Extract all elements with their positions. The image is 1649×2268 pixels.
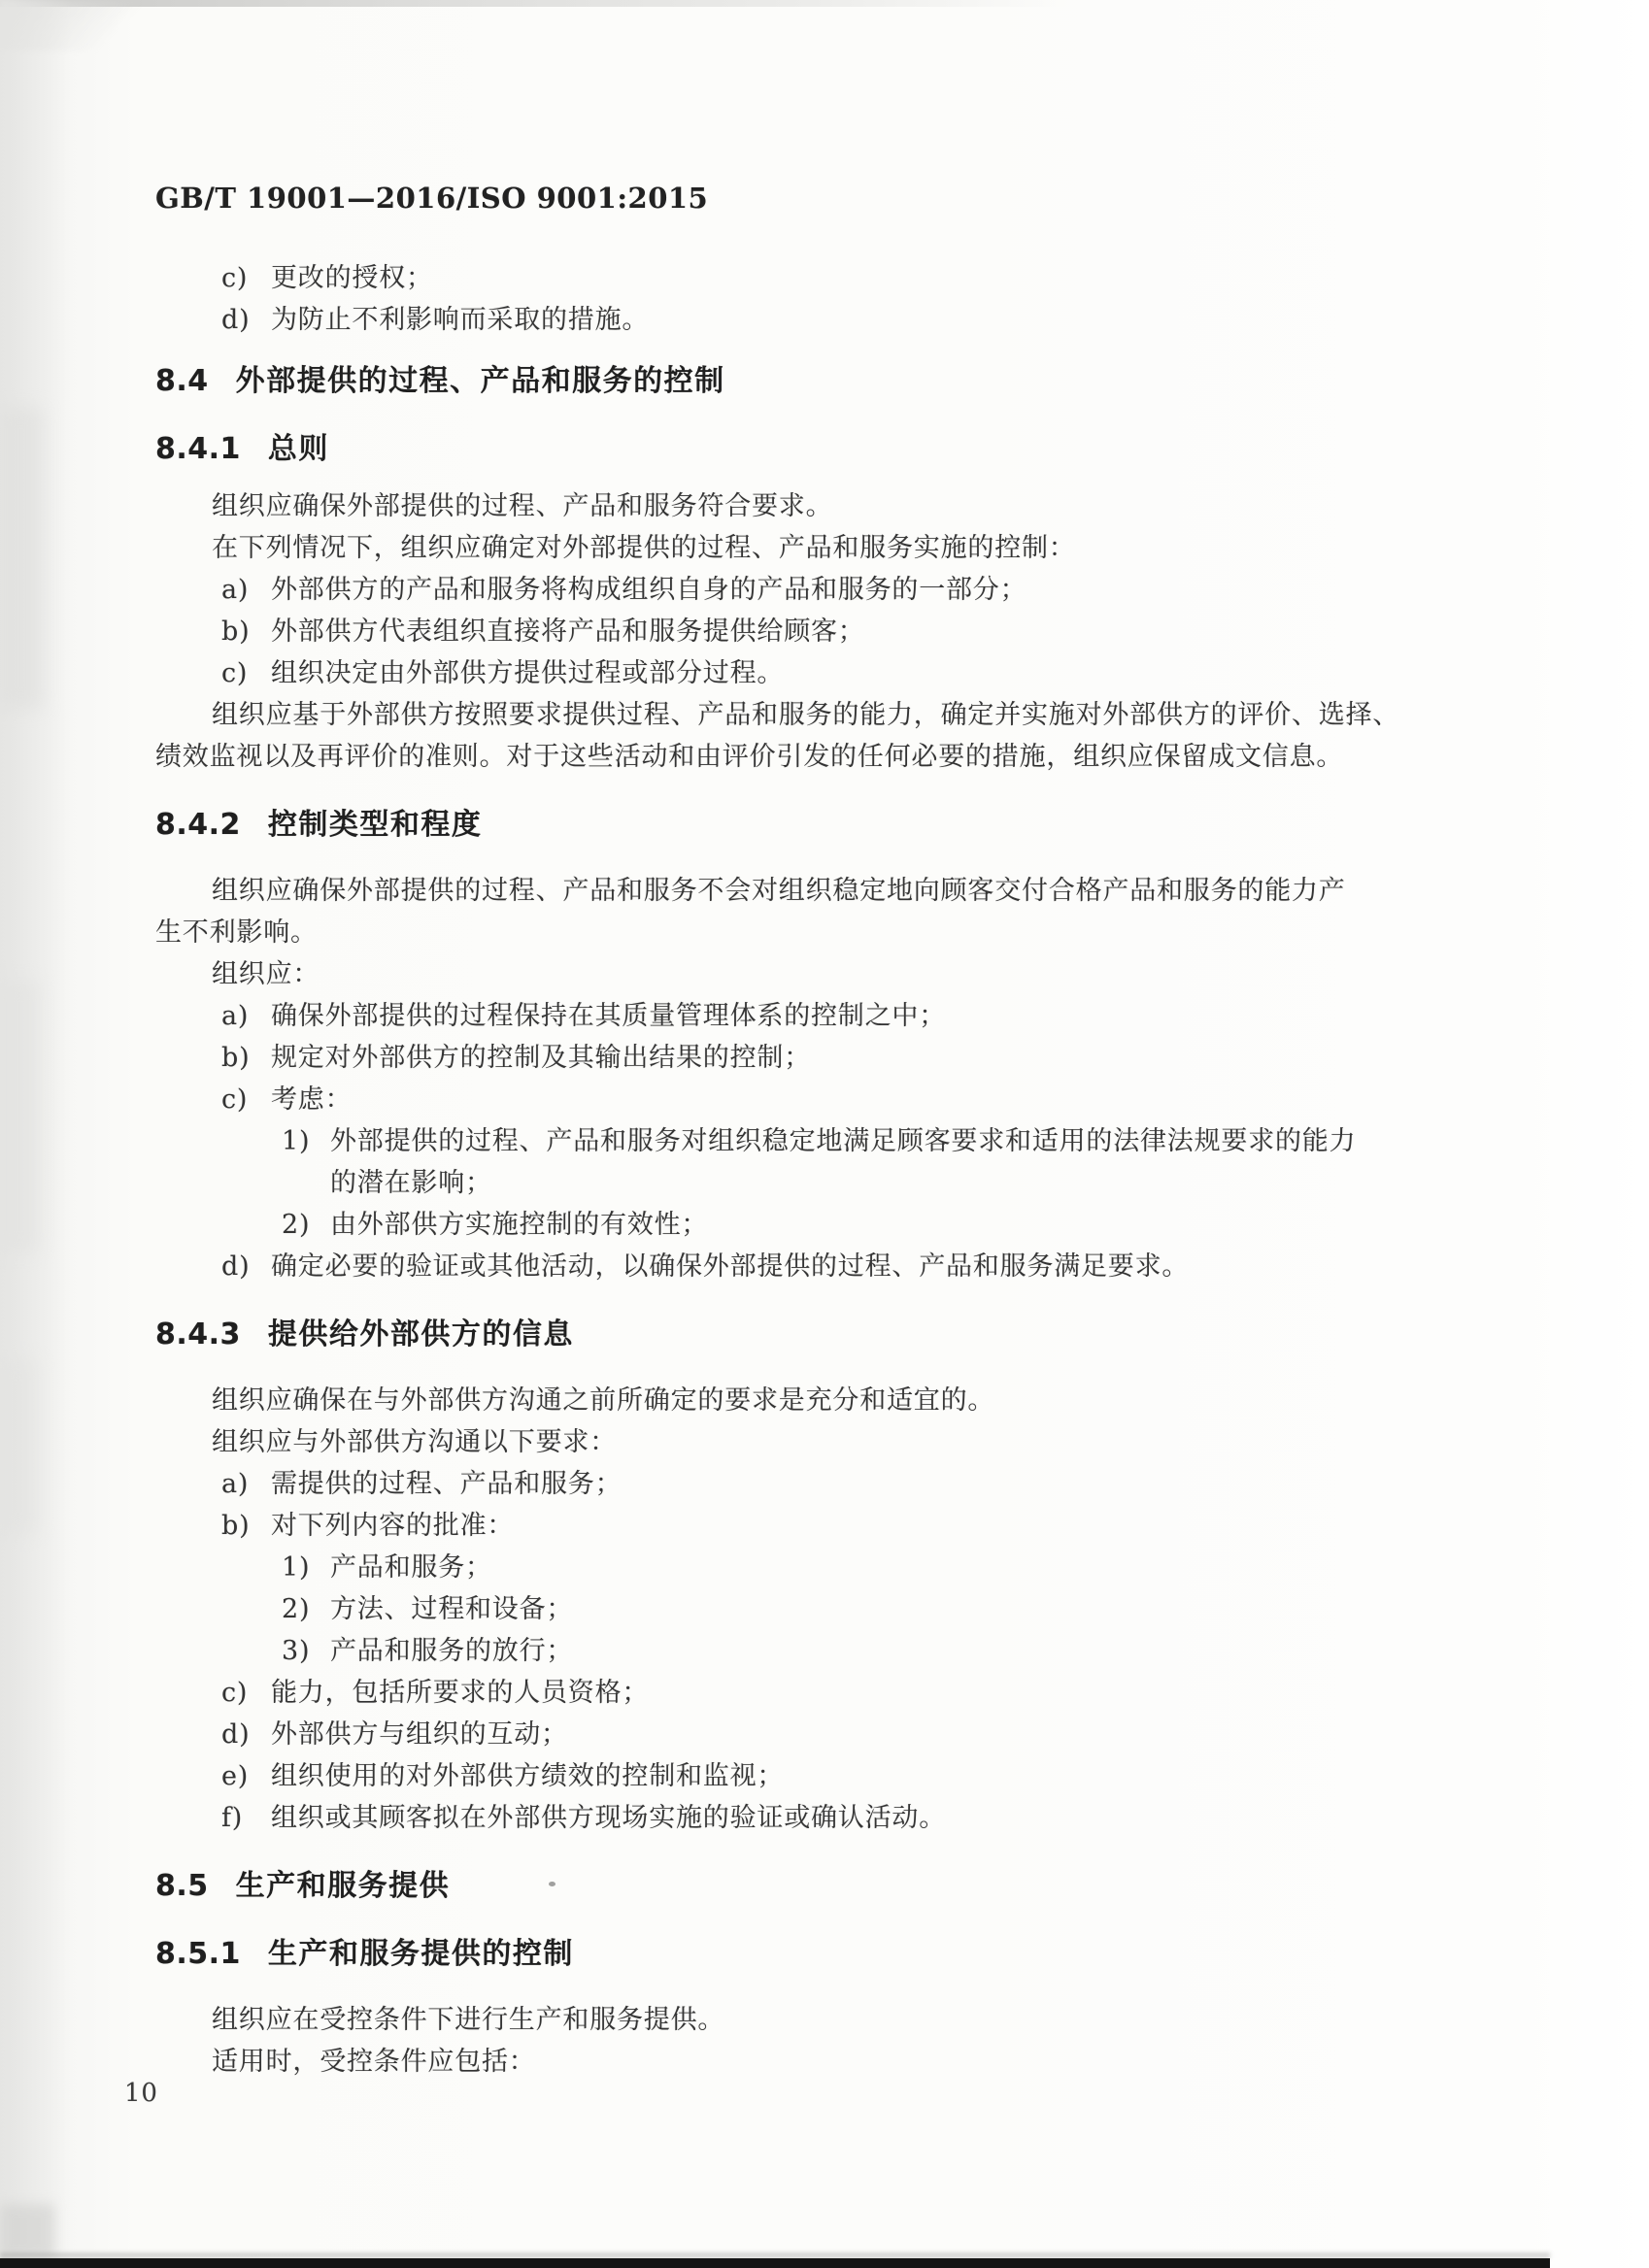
section-heading-8-4-2 xyxy=(155,804,1408,846)
section-number: 8.4 xyxy=(155,364,209,398)
sub-list-item-label: 1) xyxy=(282,1126,311,1156)
sub-list-item-text xyxy=(330,1120,1408,1204)
section-number: 8.4.3 xyxy=(155,1317,241,1351)
section-title: 外部提供的过程、产品和服务的控制 xyxy=(235,364,725,398)
paragraph-line: 组织应在受控条件下进行生产和服务提供。 xyxy=(212,2005,725,2035)
sub-list-item-3 xyxy=(155,1630,1408,1672)
sub-list-item-2 xyxy=(155,1588,1408,1630)
page-content xyxy=(124,178,1408,2115)
list-item-label: f) xyxy=(221,1803,244,1833)
list-item-label: b) xyxy=(221,1043,251,1073)
list-item-label: c) xyxy=(221,1084,249,1115)
list-item-d xyxy=(155,299,1408,341)
section-title: 总则 xyxy=(267,432,329,466)
sub-list-item-label: 3) xyxy=(282,1636,311,1666)
scan-artifact-top-edge xyxy=(0,0,1068,7)
section-title: 控制类型和程度 xyxy=(267,808,483,842)
list-item-c xyxy=(155,257,1408,299)
list-item-label: a) xyxy=(221,1469,250,1499)
sub-list-item-2 xyxy=(155,1204,1408,1246)
list-item-text: 组织或其顾客拟在外部供方现场实施的验证或确认活动。 xyxy=(271,1803,946,1833)
scan-artifact-left-patch xyxy=(0,2204,54,2258)
list-item-text: 为防止不利影响而采取的措施。 xyxy=(271,305,650,335)
page-number: 10 xyxy=(124,2079,158,2108)
sub-list-item-1 xyxy=(155,1547,1408,1588)
list-item-label: a) xyxy=(221,575,250,605)
list-item-text: 确保外部提供的过程保持在其质量管理体系的控制之中； xyxy=(271,1001,946,1031)
paragraph-line: 组织应确保外部提供的过程、产品和服务符合要求。 xyxy=(212,491,833,521)
paragraph-line: 组织应确保在与外部供方沟通之前所确定的要求是充分和适宜的。 xyxy=(212,1385,995,1416)
list-item-text: 规定对外部供方的控制及其输出结果的控制； xyxy=(271,1043,811,1073)
sub-list-item-text: 产品和服务； xyxy=(330,1552,492,1583)
section-title: 生产和服务提供 xyxy=(235,1869,451,1903)
sub-list-item-text: 产品和服务的放行； xyxy=(330,1636,574,1666)
scan-artifact-left-patch xyxy=(0,1359,37,1534)
list-item-d xyxy=(155,1246,1408,1287)
scan-artifact-bottom-bar xyxy=(0,2258,1550,2268)
section-number: 8.5 xyxy=(155,1869,209,1903)
list-item-a xyxy=(155,995,1408,1037)
list-item-text: 能力，包括所要求的人员资格； xyxy=(271,1678,650,1708)
list-item-label: b) xyxy=(221,1511,251,1541)
list-item-a xyxy=(155,1463,1408,1505)
paragraph-line: 适用时，受控条件应包括： xyxy=(212,2047,536,2077)
section-number: 8.4.1 xyxy=(155,432,241,466)
scan-artifact-left-patch xyxy=(0,408,43,709)
sub-list-item-text: 由外部供方实施控制的有效性； xyxy=(330,1210,709,1240)
sub-list-item-label: 1) xyxy=(282,1552,311,1583)
list-item-c xyxy=(155,1672,1408,1714)
sub-list-item-line: 外部提供的过程、产品和服务对组织稳定地满足顾客要求和适用的法律法规要求的能力 xyxy=(330,1126,1357,1156)
list-item-label: e) xyxy=(221,1761,250,1791)
list-item-c xyxy=(155,1079,1408,1120)
list-item-text: 组织决定由外部供方提供过程或部分过程。 xyxy=(271,658,785,688)
list-item-label: c) xyxy=(221,658,249,688)
list-item-e xyxy=(155,1755,1408,1797)
list-item-text: 更改的授权； xyxy=(271,263,433,293)
section-number: 8.5.1 xyxy=(155,1937,241,1971)
list-item-b xyxy=(155,1505,1408,1547)
section-title: 提供给外部供方的信息 xyxy=(267,1317,574,1351)
scan-artifact-left-patch xyxy=(0,981,39,1252)
list-item-text: 外部供方的产品和服务将构成组织自身的产品和服务的一部分； xyxy=(271,575,1027,605)
section-heading-8-5 xyxy=(155,1865,1408,1907)
paragraph-line: 生不利影响。 xyxy=(155,917,318,948)
list-item-text: 外部供方代表组织直接将产品和服务提供给顾客； xyxy=(271,617,865,647)
list-item-text: 组织使用的对外部供方绩效的控制和监视； xyxy=(271,1761,785,1791)
paragraph-line: 组织应与外部供方沟通以下要求： xyxy=(212,1427,617,1457)
section-title: 生产和服务提供的控制 xyxy=(267,1937,574,1971)
list-item-f xyxy=(155,1797,1408,1839)
paragraph-line: 在下列情况下，组织应确定对外部提供的过程、产品和服务实施的控制： xyxy=(212,533,1076,563)
paragraph-line: 组织应确保外部提供的过程、产品和服务不会对组织稳定地向顾客交付合格产品和服务的能力产 xyxy=(212,876,1346,906)
paragraph-line: 组织应： xyxy=(212,959,320,989)
list-item-b xyxy=(155,1037,1408,1079)
sub-list-item-text: 方法、过程和设备； xyxy=(330,1594,574,1624)
list-item-text: 对下列内容的批准： xyxy=(271,1511,515,1541)
list-item-text: 需提供的过程、产品和服务； xyxy=(271,1469,623,1499)
list-item-c xyxy=(155,652,1408,694)
sub-list-item-1 xyxy=(155,1120,1408,1204)
list-item-label: d) xyxy=(221,1719,251,1750)
list-item-label: c) xyxy=(221,1678,249,1708)
list-item-label: d) xyxy=(221,305,251,335)
section-heading-8-4-1 xyxy=(155,428,1408,470)
section-number: 8.4.2 xyxy=(155,808,241,842)
paragraph-line: 组织应基于外部供方按照要求提供过程、产品和服务的能力，确定并实施对外部供方的评价、选择、 xyxy=(212,700,1400,730)
sub-list-item-line: 的潜在影响； xyxy=(330,1168,492,1198)
paragraph-line: 绩效监视以及再评价的准则。对于这些活动和由评价引发的任何必要的措施，组织应保留成文信息。 xyxy=(155,742,1344,772)
list-item-label: d) xyxy=(221,1251,251,1282)
list-item-text: 考虑： xyxy=(271,1084,353,1115)
section-heading-8-5-1 xyxy=(155,1933,1408,1975)
list-item-label: b) xyxy=(221,617,251,647)
list-item-text: 确定必要的验证或其他活动，以确保外部提供的过程、产品和服务满足要求。 xyxy=(271,1251,1190,1282)
list-item-d xyxy=(155,1714,1408,1755)
list-item-label: a) xyxy=(221,1001,250,1031)
list-item-b xyxy=(155,611,1408,652)
section-heading-8-4-3 xyxy=(155,1314,1408,1355)
list-item-label: c) xyxy=(221,263,249,293)
sub-list-item-label: 2) xyxy=(282,1210,311,1240)
section-heading-8-4 xyxy=(155,360,1408,402)
sub-list-item-label: 2) xyxy=(282,1594,311,1624)
standard-number-header: GB/T 19001—2016/ISO 9001:2015 xyxy=(155,182,709,215)
list-item-a xyxy=(155,569,1408,611)
list-item-text: 外部供方与组织的互动； xyxy=(271,1719,568,1750)
